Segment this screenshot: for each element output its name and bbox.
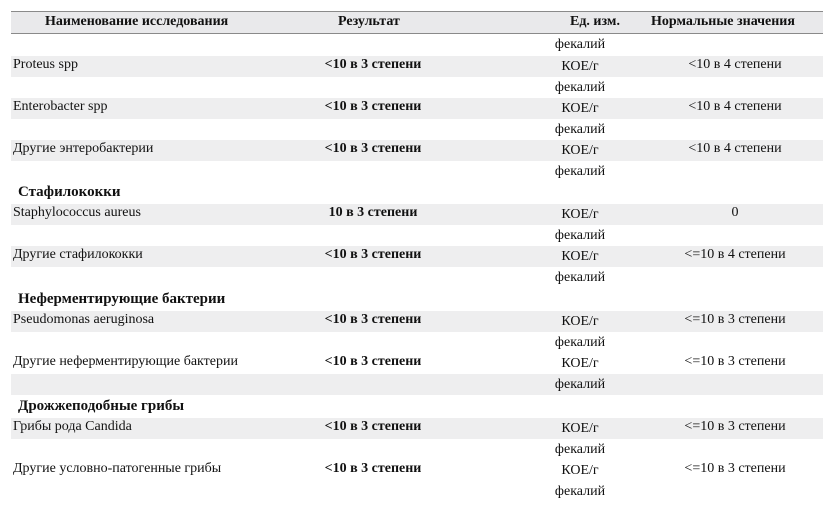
table-row — [11, 418, 823, 461]
group-heading-yeast-fungi: Дрожжеподобные грибы — [18, 398, 185, 414]
row-band — [11, 374, 823, 395]
table-row — [11, 140, 823, 183]
row-name: Грибы рода Candida — [13, 419, 132, 434]
row-unit-line1: КОЕ/г — [561, 314, 599, 329]
row-unit-line1: КОЕ/г — [561, 59, 599, 74]
table-row — [11, 460, 823, 503]
table-row — [11, 246, 823, 289]
continuation-unit: фекалий — [554, 37, 606, 52]
header-norm: Нормальные значения — [651, 14, 795, 29]
row-norm: <10 в 4 степени — [688, 99, 782, 114]
row-result: <10 в 3 степени — [324, 247, 422, 262]
row-norm: 0 — [731, 205, 739, 220]
row-unit-line2: фекалий — [554, 270, 606, 285]
row-unit-line1: КОЕ/г — [561, 249, 599, 264]
row-norm: <=10 в 3 степени — [684, 419, 786, 434]
row-name: Другие условно-патогенные грибы — [13, 461, 222, 476]
row-unit-line2: фекалий — [554, 484, 606, 499]
row-result: <10 в 3 степени — [324, 419, 422, 434]
row-norm: <=10 в 4 степени — [684, 247, 786, 262]
table-row — [11, 353, 823, 396]
row-norm: <=10 в 3 степени — [684, 354, 786, 369]
row-result: <10 в 3 степени — [324, 312, 422, 327]
row-unit-line2: фекалий — [554, 228, 606, 243]
header-unit: Ед. изм. — [570, 14, 620, 29]
table-header — [11, 11, 823, 34]
row-unit-line1: КОЕ/г — [561, 101, 599, 116]
row-unit-line1: КОЕ/г — [561, 207, 599, 222]
table-row — [11, 56, 823, 99]
row-unit-line1: КОЕ/г — [561, 463, 599, 478]
row-unit-line1: КОЕ/г — [561, 421, 599, 436]
row-norm: <=10 в 3 степени — [684, 461, 786, 476]
row-name: Enterobacter spp — [13, 99, 108, 114]
group-heading-nonfermenting: Неферментирующие бактерии — [18, 291, 226, 307]
row-unit-line2: фекалий — [554, 335, 606, 350]
table-row — [11, 311, 823, 354]
row-unit-line1: КОЕ/г — [561, 143, 599, 158]
table-row — [11, 98, 823, 141]
row-norm: <10 в 4 степени — [688, 141, 782, 156]
row-name: Staphylococcus aureus — [13, 205, 141, 220]
row-name: Другие стафилококки — [13, 247, 143, 262]
row-name: Другие неферментирующие бактерии — [13, 354, 238, 369]
row-unit-line1: КОЕ/г — [561, 356, 599, 371]
row-result: <10 в 3 степени — [324, 141, 422, 156]
row-result: <10 в 3 степени — [324, 99, 422, 114]
row-unit-line2: фекалий — [554, 164, 606, 179]
row-norm: <=10 в 3 степени — [684, 312, 786, 327]
row-result: <10 в 3 степени — [324, 461, 422, 476]
table-row — [11, 204, 823, 247]
row-result: <10 в 3 степени — [324, 354, 422, 369]
header-name: Наименование исследования — [45, 14, 229, 29]
header-result: Результат — [338, 14, 400, 29]
row-name: Pseudomonas aeruginosa — [13, 312, 155, 327]
group-heading-staphylococci: Стафилококки — [18, 184, 121, 200]
row-name: Другие энтеробактерии — [13, 141, 154, 156]
row-unit-line2: фекалий — [554, 442, 606, 457]
row-result: <10 в 3 степени — [324, 57, 422, 72]
row-result: 10 в 3 степени — [328, 205, 418, 220]
row-norm: <10 в 4 степени — [688, 57, 782, 72]
row-unit-line2: фекалий — [554, 122, 606, 137]
row-unit-line2: фекалий — [554, 80, 606, 95]
row-unit-line2: фекалий — [554, 377, 606, 392]
row-name: Proteus spp — [13, 57, 78, 72]
